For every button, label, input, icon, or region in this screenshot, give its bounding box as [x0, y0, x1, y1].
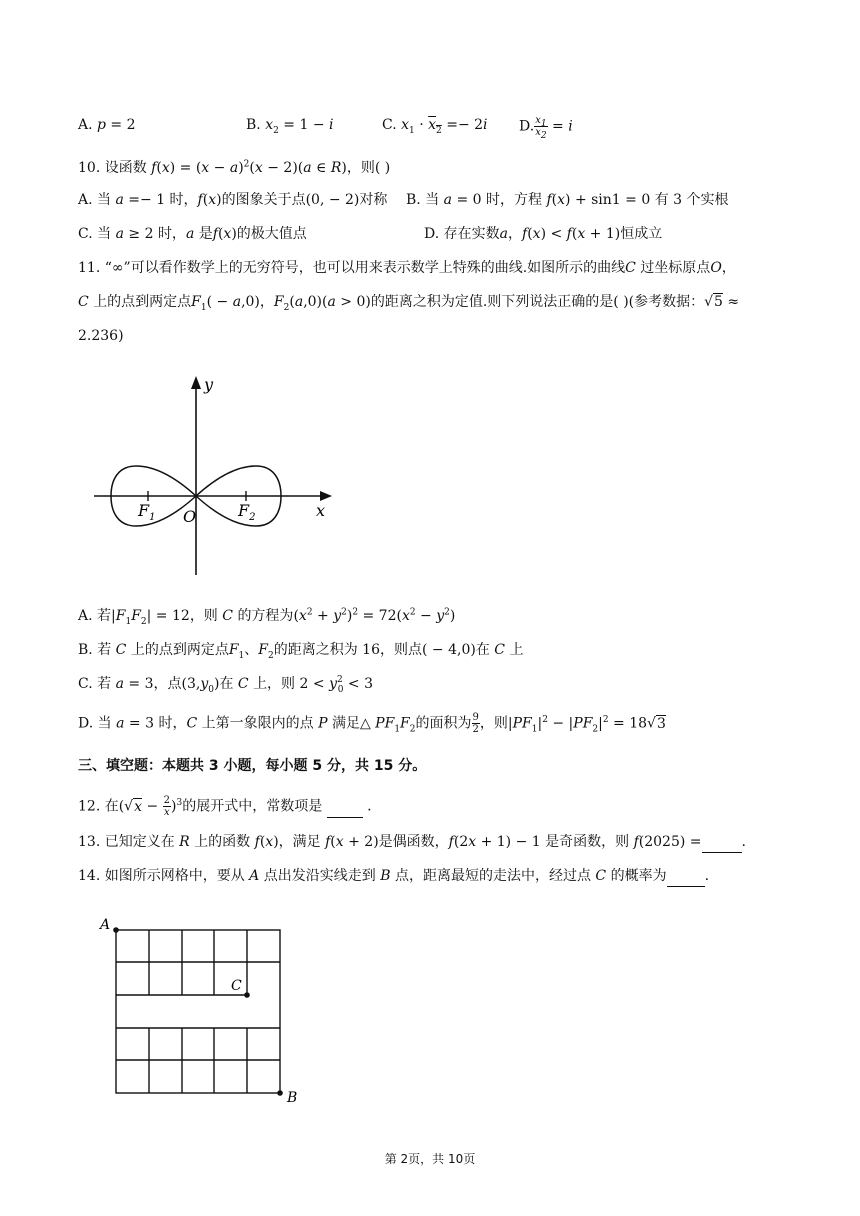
origin-label: O: [183, 507, 197, 526]
label-b: B: [287, 1090, 298, 1106]
q11-option-a: A. 若$|F_1F_2| = 12$，则 C 的方程为$(x^2 + y^2)^2 = 72(x^2 - y^2)$: [78, 607, 456, 627]
q12: 12. 在(√x − $\frac{2}{x}$ )$^3$的展开式中，常数项是 .: [78, 795, 372, 818]
q9-option-a: A. p = 2: [78, 117, 136, 133]
q13: 13. 已知定义在 R 上的函数 f(x)，满足 f(x + 2)是偶函数，f(2x + 1) − 1 是奇函数，则 f(2025) = .: [78, 832, 746, 853]
q10-options-ab: [78, 190, 778, 212]
q10-option-c: C. 当 a ≥ 2 时，a 是f(x)的极大值点: [78, 226, 307, 242]
q10-options-cd: [78, 224, 778, 246]
q14: 14. 如图所示网格中，要从 A 点出发沿实线走到 B 点，距离最短的走法中，经过点 C 的概率为 .: [78, 866, 709, 887]
label-c: C: [231, 978, 242, 994]
lemniscate-figure: [88, 370, 348, 580]
q11-option-b: B. 若 C 上的点到两定点$F_1$、$F_2$的距离之积为 16，则点( − 4,0)在 C 上: [78, 642, 524, 661]
grid-figure: [92, 912, 312, 1112]
label-a: A: [100, 917, 111, 933]
q9-option-d: D. $\frac{x_1}{x_2}$ = i: [519, 115, 573, 141]
q11-stem-line3: 2.236): [78, 328, 124, 344]
section3-title: 三、填空题：本题共 3 小题，每小题 5 分，共 15 分。: [78, 758, 427, 774]
q11-stem-line2: C 上的点到两定点$F_1( - a,0)$，$F_2(a,0)(a > 0)$的距离之积为定值.则下列说法正确的是( )(参考数据：√5 ≈: [78, 294, 740, 313]
x-axis-arrow: [320, 491, 332, 501]
q13-answer-blank[interactable]: [702, 832, 742, 853]
point-b: [277, 1090, 283, 1096]
f2-label: $F_2$: [238, 501, 256, 523]
f1-label: $F_1$: [138, 501, 156, 523]
q11-option-c: C. 若 a = 3，点$(3,y_0)$在 C 上，则 $2 < y^2_0 < 3$: [78, 675, 373, 695]
q12-answer-blank[interactable]: [327, 797, 363, 818]
y-label: y: [204, 375, 214, 394]
q9-options: [78, 115, 778, 141]
q9-option-b: B. $x_2 = 1 - i$: [246, 117, 334, 136]
q9-option-c: C. $x_1 \cdot x_2 =- 2i$: [382, 117, 488, 136]
page-footer: 第 2页，共 10页: [384, 1152, 476, 1166]
q10-option-d: D. 存在实数a，f(x) < f(x + 1)恒成立: [424, 226, 663, 242]
grid-frame: [116, 930, 280, 1093]
q14-answer-blank[interactable]: [667, 866, 705, 887]
x-label: x: [316, 501, 326, 520]
q11-stem-line1: 11. “∞”可以看作数学上的无穷符号，也可以用来表示数学上特殊的曲线.如图所示的曲线C 过坐标原点O，: [78, 260, 736, 276]
point-c: [244, 992, 250, 998]
q11-option-d: D. 当 a = 3 时，C 上第一象限内的点 P 满足△ $PF_1F_2$的面积为 $\frac{9}{2}$ ，则$|PF_1|^2 - |PF_2|^2 = 18√3$: [78, 712, 666, 735]
q10-option-a: A. 当 a =− 1 时，f(x)的图象关于点(0, − 2)对称: [78, 192, 388, 208]
point-a: [113, 927, 119, 933]
y-axis-arrow: [191, 376, 201, 389]
q10-stem: 10. 设函数 $f(x) = (x - a)^2(x - 2)(a$ ∈ R)，则( ): [78, 159, 391, 176]
q10-option-b: B. 当 a = 0 时，方程 f(x) + sin1 = 0 有 3 个实根: [406, 192, 729, 208]
